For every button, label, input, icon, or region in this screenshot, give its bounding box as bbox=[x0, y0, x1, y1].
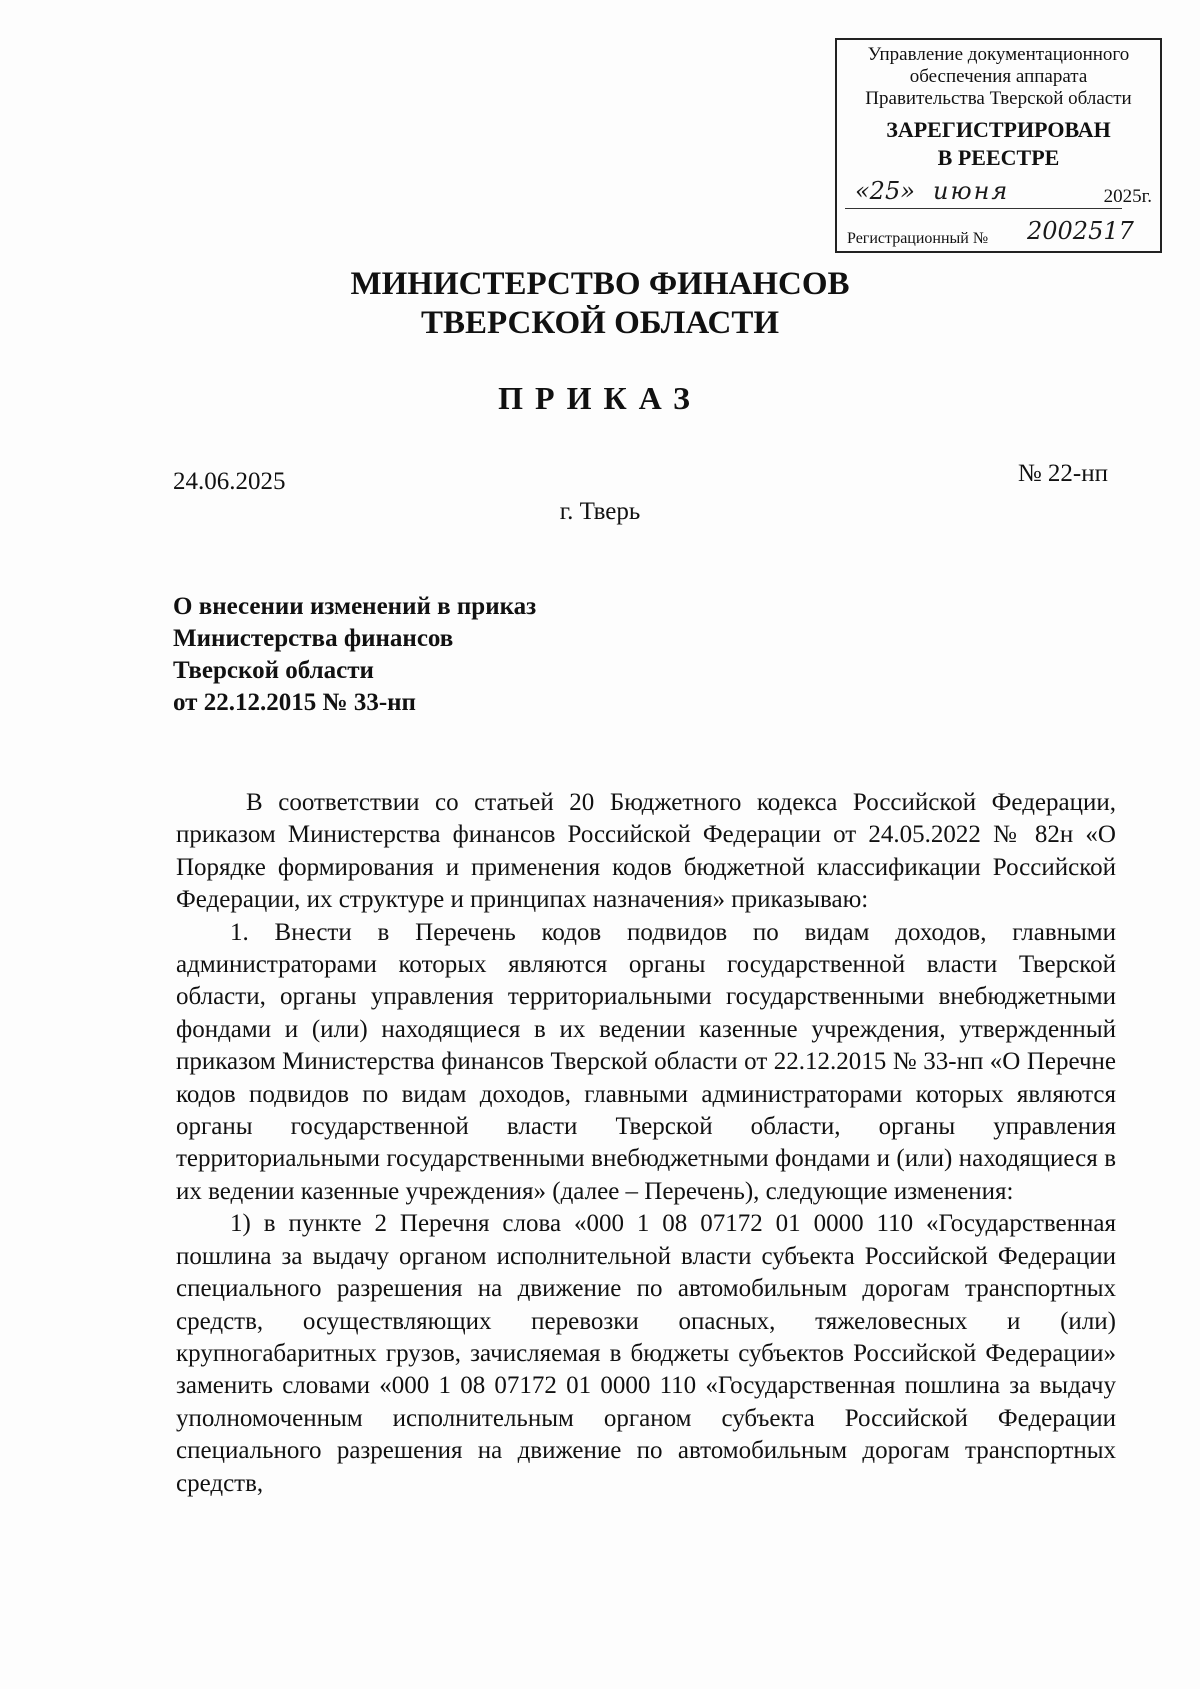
body-paragraph-preamble: В соответствии со статьей 20 Бюджетного кодекса Российской Федерации, приказом Министерства финансов Российской Федерации от 24.05.2022 № 82н «О Порядке формирования и применения кодов бюджетной классификации Российской Федерации, их структуре и принципах назначения» приказываю: bbox=[176, 789, 1116, 914]
document-city: г. Тверь bbox=[559, 498, 641, 525]
registration-stamp bbox=[835, 38, 1162, 253]
document-number: № 22-нп bbox=[1017, 460, 1108, 487]
body-paragraph-item-1: 1. Внести в Перечень кодов подвидов по видам доходов, главными администраторами которых являются органы государственной власти Тверской области, органы управления территориальными государственными внебюджетными фондами и (или) находящиеся в их ведении казенные учреждения, утвержденный приказом Министерства финансов Тверской области от 22.12.2015 № 33-нп «О Перечне кодов подвидов по видам доходов, главными администраторами которых являются органы государственной власти Тверской области, органы управления территориальными государственными внебюджетными фондами и (или) находящиеся в их ведении казенные учреждения» (далее – Перечень), следующие изменения: bbox=[176, 918, 1116, 1205]
document-subject bbox=[173, 591, 536, 719]
stamp-org-line2: обеспечения аппарата bbox=[909, 66, 1088, 87]
document-date: 24.06.2025 bbox=[173, 468, 286, 495]
ministry-title-line2: ТВЕРСКОЙ ОБЛАСТИ bbox=[420, 305, 780, 341]
ministry-title bbox=[0, 265, 1200, 343]
stamp-month: июня bbox=[933, 177, 1010, 205]
stamp-date-underline bbox=[845, 208, 1122, 209]
stamp-reg-line1: ЗАРЕГИСТРИРОВАН bbox=[886, 117, 1111, 142]
stamp-reg-label: Регистрационный № bbox=[847, 230, 989, 247]
stamp-org-line1: Управление документационного bbox=[867, 44, 1130, 65]
stamp-organization bbox=[837, 40, 1160, 110]
subject-line2: Министерства финансов bbox=[173, 625, 454, 652]
stamp-reg-line2: В РЕЕСТРЕ bbox=[937, 145, 1060, 170]
document-type: ПРИКАЗ bbox=[498, 380, 702, 416]
stamp-day: «25» bbox=[855, 177, 915, 205]
stamp-registered bbox=[837, 116, 1160, 172]
document-body bbox=[176, 787, 1116, 1500]
subject-line3: Тверской области bbox=[173, 657, 374, 684]
stamp-date bbox=[845, 177, 1152, 212]
subject-line4: от 22.12.2015 № 33-нп bbox=[173, 689, 416, 716]
stamp-year: 2025г. bbox=[1103, 186, 1152, 207]
subject-line1: О внесении изменений в приказ bbox=[173, 593, 537, 620]
stamp-reg-value: 2002517 bbox=[1027, 217, 1134, 245]
stamp-org-line3: Правительства Тверской области bbox=[865, 88, 1132, 109]
body-paragraph-subitem-1: 1) в пункте 2 Перечня слова «000 1 08 07172 01 0000 110 «Государственная пошлина за выдачу органом исполнительной власти субъекта Российской Федерации специального разрешения на движение по автомобильным дорогам транспортных средств, осуществляющих перевозки опасных, тяжеловесных и (или) крупногабаритных грузов, зачисляемая в бюджеты субъектов Российской Федерации» заменить словами «000 1 08 07172 01 0000 110 «Государственная пошлина за выдачу уполномоченным исполнительным органом субъекта Российской Федерации специального разрешения на движение по автомобильным дорогам транспортных средств, bbox=[176, 1210, 1116, 1497]
ministry-title-line1: МИНИСТЕРСТВО ФИНАНСОВ bbox=[350, 266, 850, 302]
